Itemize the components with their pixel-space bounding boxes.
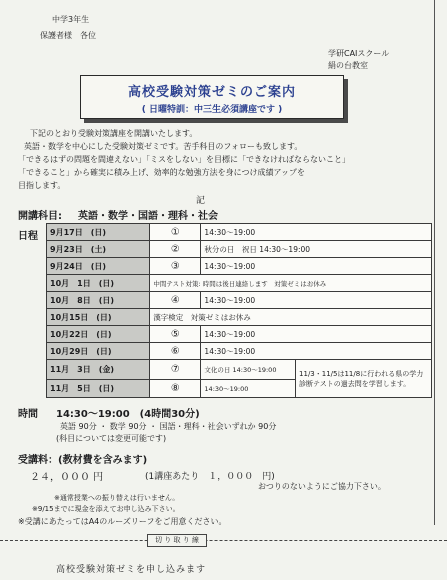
grade-label: 中学3年生	[52, 15, 90, 24]
session-number: ①	[150, 224, 201, 241]
session-detail: 14:30～19:00	[201, 258, 432, 275]
intro-line-2: 英語・数学を中心にした受験対策ゼミです。苦手科目のフォローも致します。	[24, 142, 303, 151]
intro-line-3: 「できるはずの問題を間違えない」「ミスをしない」を目標に「できなければならないこと」	[18, 155, 350, 164]
session-detail: 秋分の日 祝日 14:30～19:00	[201, 241, 432, 258]
schedule-note: 11/3・11/5は11/8に行われる県の学力診断テストの過去問を学習します。	[296, 360, 432, 398]
schedule-table	[46, 223, 432, 398]
time-detail-2: (科目については変更可能です)	[56, 434, 167, 443]
session-detail: 14:30～19:00	[201, 292, 432, 309]
page-subtitle: ( 日曜特訓：中三生必須講座です )	[141, 105, 283, 115]
schedule-date: 9月17日 (日)	[47, 224, 150, 241]
session-detail: 14:30～19:00	[201, 326, 432, 343]
recipient-label: 保護者様 各位	[40, 31, 96, 40]
session-number: ⑦	[150, 360, 201, 380]
session-number: ②	[150, 241, 201, 258]
fee-amount: ２４，０００ 円	[30, 472, 104, 483]
session-detail: 14:30～19:00	[201, 224, 432, 241]
session-detail: 文化の日 14:30～19:00	[201, 360, 296, 380]
notice-3: ※受講にあたってはA4のルーズリーフをご用意ください。	[18, 517, 227, 526]
session-detail: 中間テスト対策: 時間は後日連絡します 対策ゼミはお休み	[150, 275, 432, 292]
subjects-value: 英語・数学・国語・理科・社会	[78, 211, 218, 222]
apply-title: 高校受験対策ゼミを申し込みます	[56, 565, 207, 575]
school-name: 学研CAIスクール	[328, 49, 390, 58]
time-detail-1: 英語 90分 ・ 数学 90分 ・ 国語・理科・社会いずれか 90分	[60, 422, 277, 431]
intro-line-5: 目指します。	[18, 181, 66, 190]
table-row	[47, 309, 432, 326]
ki-label: 記	[196, 196, 206, 206]
schedule-label: 日程	[18, 231, 38, 242]
schedule-date: 10月29日 (日)	[47, 343, 150, 360]
schedule-date: 11月 3日 (金)	[47, 360, 150, 380]
schedule-date: 9月23日 (土)	[47, 241, 150, 258]
cut-line	[0, 540, 447, 541]
schedule-date: 9月24日 (日)	[47, 258, 150, 275]
fee-note: おつりのないようにご協力下さい。	[258, 482, 386, 491]
table-row	[47, 224, 432, 241]
fee-label: 受講料：(教材費を含みます)	[18, 455, 148, 466]
page-border	[434, 0, 435, 525]
school-branch: 絹の台教室	[328, 61, 368, 70]
subjects-label: 開講科目:	[18, 211, 62, 222]
session-detail: 14:30～19:00	[201, 343, 432, 360]
table-row	[47, 360, 432, 380]
fee-per-session: (1講座あたり １，０００ 円)	[145, 472, 275, 482]
time-value: 14:30～19:00 (4時間30分)	[56, 409, 200, 420]
page-title: 高校受験対策ゼミのご案内	[127, 85, 296, 100]
table-row	[47, 258, 432, 275]
schedule-date: 11月 5日 (日)	[47, 380, 150, 398]
schedule-date: 10月15日 (日)	[47, 309, 150, 326]
intro-line-4: 「できること」から確実に積み上げ、効率的な勉強方法を身につけ成績アップを	[18, 168, 305, 177]
session-number: ③	[150, 258, 201, 275]
session-detail: 14:30～19:00	[201, 380, 296, 398]
table-row	[47, 275, 432, 292]
schedule-date: 10月 1日 (日)	[47, 275, 150, 292]
notice-2: ※9/15までに現金を添えてお申し込み下さい。	[32, 505, 180, 513]
session-number: ⑧	[150, 380, 201, 398]
session-number: ⑤	[150, 326, 201, 343]
session-number: ⑥	[150, 343, 201, 360]
session-number: ④	[150, 292, 201, 309]
cut-line-label: 切 り 取 り 線	[147, 534, 207, 547]
schedule-date: 10月 8日 (日)	[47, 292, 150, 309]
session-detail: 漢字検定 対策ゼミはお休み	[150, 309, 432, 326]
title-box	[80, 75, 344, 119]
table-row	[47, 241, 432, 258]
notice-1: ※通常授業への振り替えは行いません。	[54, 494, 180, 502]
time-label: 時間	[18, 409, 38, 420]
table-row	[47, 292, 432, 309]
intro-line-1: 下記のとおり受験対策講座を開講いたします。	[30, 129, 198, 138]
table-row	[47, 343, 432, 360]
schedule-date: 10月22日 (日)	[47, 326, 150, 343]
table-row	[47, 326, 432, 343]
